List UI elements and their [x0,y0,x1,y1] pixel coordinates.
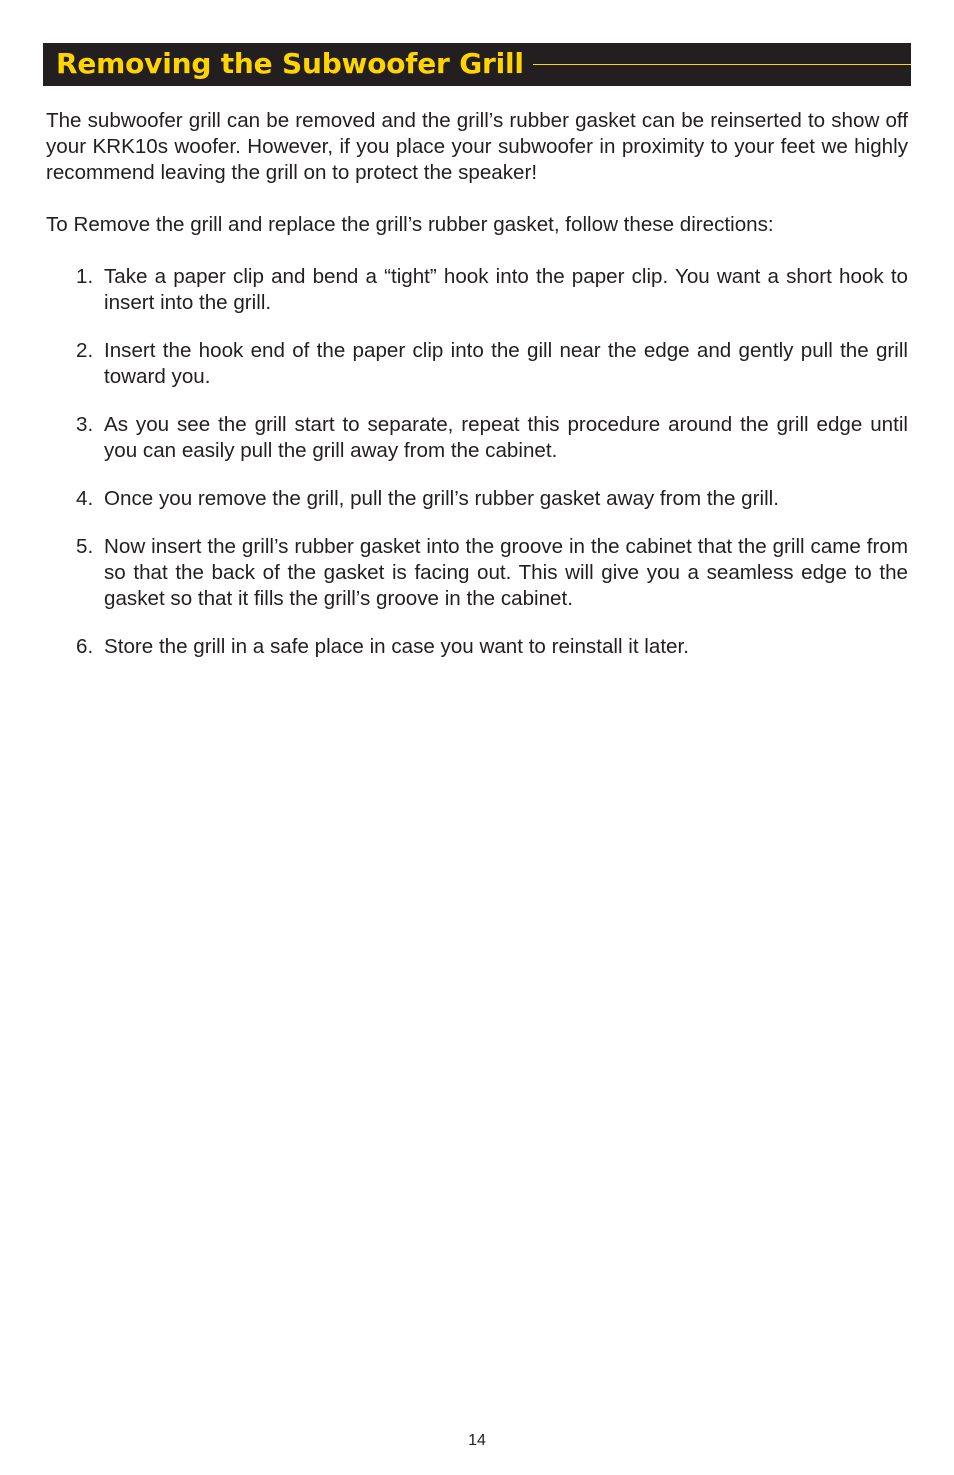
intro-paragraph: The subwoofer grill can be removed and the grill’s rubber gasket can be reinserted to show off your KRK10s woofer. However, if you place your subwoofer in proximity to your feet we highly recommend leaving the grill on to protect the speaker! [46,109,908,184]
step-number: 5. [76,535,94,558]
header-divider [533,64,911,65]
step-number: 3. [76,413,94,436]
section-header [43,43,911,86]
step-text: Store the grill in a safe place in case you want to reinstall it later. [104,635,689,658]
page-content [46,108,908,682]
step-number: 6. [76,635,94,658]
step-text: Take a paper clip and bend a “tight” hook into the paper clip. You want a short hook to insert into the grill. [104,265,908,314]
step-text: Insert the hook end of the paper clip into the gill near the edge and gently pull the grill toward you. [104,339,908,388]
instruction-step [46,264,908,316]
page-number: 14 [468,1432,486,1449]
directions-lead: To Remove the grill and replace the grill’s rubber gasket, follow these directions: [46,213,774,236]
step-text: Now insert the grill’s rubber gasket into the groove in the cabinet that the grill came from so that the back of the gasket is facing out. This will give you a seamless edge to the gasket so that it fills the grill’s groove in the cabinet. [104,535,908,610]
instruction-step [46,412,908,464]
step-number: 1. [76,265,94,288]
instruction-step [46,534,908,612]
step-text: As you see the grill start to separate, repeat this procedure around the grill edge until you can easily pull the grill away from the cabinet. [104,413,908,462]
step-number: 4. [76,487,94,510]
instruction-step [46,486,908,512]
section-title: Removing the Subwoofer Grill [56,47,524,80]
instruction-step [46,338,908,390]
step-text: Once you remove the grill, pull the grill’s rubber gasket away from the grill. [104,487,779,510]
instruction-list [46,264,908,660]
step-number: 2. [76,339,94,362]
instruction-step [46,634,908,660]
